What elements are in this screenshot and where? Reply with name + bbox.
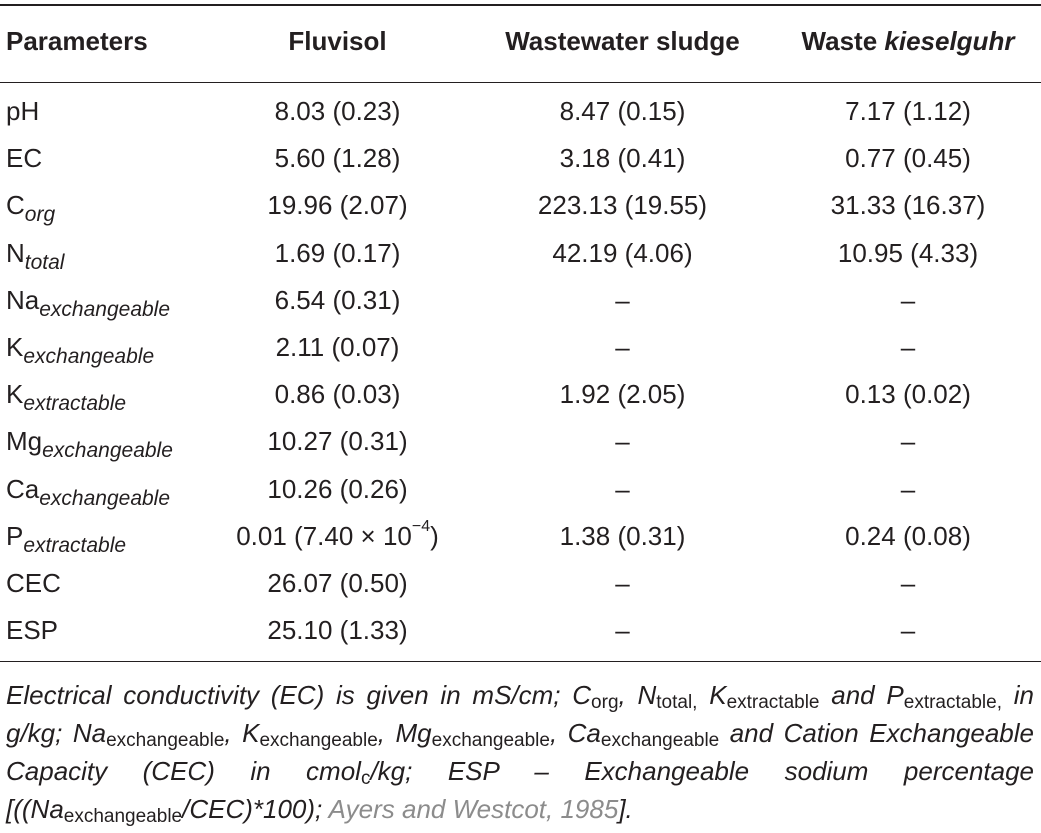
kieselguhr-cell: –	[900, 284, 916, 315]
param-subscript: exchangeable	[42, 439, 173, 463]
param-name: Ca	[6, 473, 40, 504]
sludge-cell: –	[615, 567, 630, 598]
table-row	[0, 371, 1041, 418]
footnote-subscript: exchangeable	[259, 730, 378, 751]
kieselguhr-cell: 0.24 (0.08)	[845, 520, 971, 551]
sludge-cell: 1.92 (2.05)	[559, 379, 686, 410]
param-name: K	[6, 331, 24, 362]
sludge-cell: –	[615, 473, 630, 504]
table-row	[0, 513, 1041, 560]
param-name: Mg	[6, 426, 43, 457]
footnote-subscript: exchangeable	[63, 806, 183, 827]
table-bottom-rule	[0, 661, 1041, 662]
table-row	[0, 418, 1041, 465]
param-cell	[6, 560, 61, 607]
table-row	[0, 277, 1041, 324]
footnote-text: ].	[618, 794, 633, 824]
header-kieselguhr-word: kieselguhr	[884, 26, 1015, 56]
footnote-text: , K	[224, 718, 260, 748]
param-cell	[6, 230, 64, 277]
fluvisol-cell: 10.26 (0.26)	[267, 473, 408, 504]
sludge-cell: –	[615, 426, 630, 457]
param-cell	[6, 371, 126, 418]
param-name: pH	[6, 96, 40, 126]
table-header-rule	[0, 82, 1041, 83]
fluvisol-cell: 26.07 (0.50)	[267, 567, 408, 598]
footnote-subscript: extractable,	[903, 692, 1002, 713]
fluvisol-cell: 10.27 (0.31)	[267, 426, 408, 457]
kieselguhr-cell: –	[900, 473, 916, 504]
kieselguhr-cell: 0.13 (0.02)	[845, 379, 971, 410]
fluvisol-cell: 6.54 (0.31)	[274, 284, 401, 315]
param-subscript: org	[24, 203, 56, 227]
table-row	[0, 324, 1041, 371]
footnote-subscript: total,	[656, 692, 698, 713]
table-row	[0, 607, 1041, 654]
param-cell	[6, 182, 55, 229]
fluvisol-cell: 19.96 (2.07)	[267, 190, 408, 221]
param-subscript: total	[24, 250, 65, 274]
param-subscript: extractable	[23, 533, 127, 557]
param-cell	[6, 135, 42, 182]
table-footnote	[6, 676, 1034, 828]
p-fluvisol-lead: 0.01 (7.40 × 10	[236, 520, 412, 551]
kieselguhr-cell: –	[900, 426, 916, 457]
table-body	[0, 88, 1041, 654]
param-subscript: extractable	[23, 392, 127, 416]
p-fluvisol-tail: )	[430, 520, 439, 551]
fluvisol-cell: 5.60 (1.28)	[274, 143, 401, 174]
param-subscript: exchangeable	[39, 486, 171, 510]
footnote-subscript: exchangeable	[431, 730, 550, 751]
param-subscript: exchangeable	[39, 297, 171, 321]
footnote-subscript: org	[591, 692, 619, 713]
sludge-cell: 3.18 (0.41)	[559, 143, 686, 174]
param-subscript: exchangeable	[23, 344, 155, 368]
header-waste-word: Waste	[801, 26, 885, 56]
sludge-cell: –	[615, 331, 630, 362]
footnote-text: and Cation Exchangeable Capacity (CEC) in cmol	[6, 718, 1035, 786]
footnote-text: , Mg	[377, 718, 432, 748]
header-parameters: Parameters	[6, 26, 148, 56]
footnote-subscript: c	[360, 768, 371, 789]
footnote-text: K	[697, 680, 727, 710]
citation-link[interactable]: Ayers and Westcot, 1985	[328, 794, 619, 824]
param-cell	[6, 88, 39, 135]
fluvisol-cell: 8.03 (0.23)	[274, 96, 401, 126]
footnote-text: in g/kg; Na	[6, 680, 1034, 748]
param-name: CEC	[6, 567, 61, 598]
header-wastewater-sludge: Wastewater sludge	[505, 26, 740, 56]
footnote-subscript: exchangeable	[106, 730, 225, 751]
kieselguhr-cell: –	[900, 331, 916, 362]
param-cell	[6, 513, 126, 560]
p-fluvisol-exponent: −4	[411, 518, 431, 536]
table-row	[0, 182, 1041, 229]
table-top-rule	[0, 4, 1041, 6]
footnote-text: , N	[618, 680, 657, 710]
sludge-cell: –	[615, 284, 630, 315]
footnote-text: Electrical conductivity (EC) is given in mS/cm; C	[6, 680, 592, 710]
sludge-cell: 223.13 (19.55)	[537, 190, 708, 221]
table-row	[0, 466, 1041, 513]
footnote-subscript: extractable	[726, 692, 820, 713]
footnote-text: /kg; ESP – Exchangeable sodium percentage [((Na	[6, 756, 1035, 824]
sludge-cell: –	[615, 615, 630, 646]
footnote-text: and P	[819, 680, 904, 710]
table-row	[0, 135, 1041, 182]
param-cell	[6, 466, 170, 513]
sludge-cell: 1.38 (0.31)	[559, 520, 686, 551]
fluvisol-cell: 2.11 (0.07)	[275, 331, 400, 362]
param-name: C	[6, 190, 25, 221]
param-name: P	[6, 520, 24, 551]
sludge-cell: 8.47 (0.15)	[559, 96, 686, 126]
param-name: EC	[6, 143, 43, 174]
kieselguhr-cell: 31.33 (16.37)	[830, 190, 986, 221]
fluvisol-cell: 0.86 (0.03)	[274, 379, 401, 410]
param-name: N	[6, 237, 25, 268]
kieselguhr-cell: 10.95 (4.33)	[837, 237, 979, 268]
fluvisol-cell	[200, 513, 475, 560]
sludge-cell: 42.19 (4.06)	[552, 237, 693, 268]
header-fluvisol: Fluvisol	[288, 26, 387, 56]
kieselguhr-cell: 7.17 (1.12)	[845, 96, 971, 126]
table-row	[0, 230, 1041, 277]
param-cell	[6, 277, 170, 324]
param-name: ESP	[6, 615, 59, 646]
kieselguhr-cell: 0.77 (0.45)	[845, 143, 971, 174]
fluvisol-cell: 25.10 (1.33)	[267, 615, 408, 646]
param-cell	[6, 324, 154, 371]
footnote-subscript: exchangeable	[600, 730, 720, 751]
kieselguhr-cell: –	[900, 615, 916, 646]
footnote-text: , Ca	[549, 718, 601, 748]
param-cell	[6, 607, 58, 654]
footnote-text: /CEC)*100);	[182, 794, 329, 824]
table-row	[0, 560, 1041, 607]
param-name: K	[6, 379, 24, 410]
param-cell	[6, 418, 173, 465]
kieselguhr-cell: –	[900, 567, 916, 598]
header-waste-kieselguhr	[775, 26, 1041, 56]
param-name: Na	[6, 284, 40, 315]
fluvisol-cell: 1.69 (0.17)	[274, 237, 401, 268]
table-row	[0, 88, 1041, 135]
